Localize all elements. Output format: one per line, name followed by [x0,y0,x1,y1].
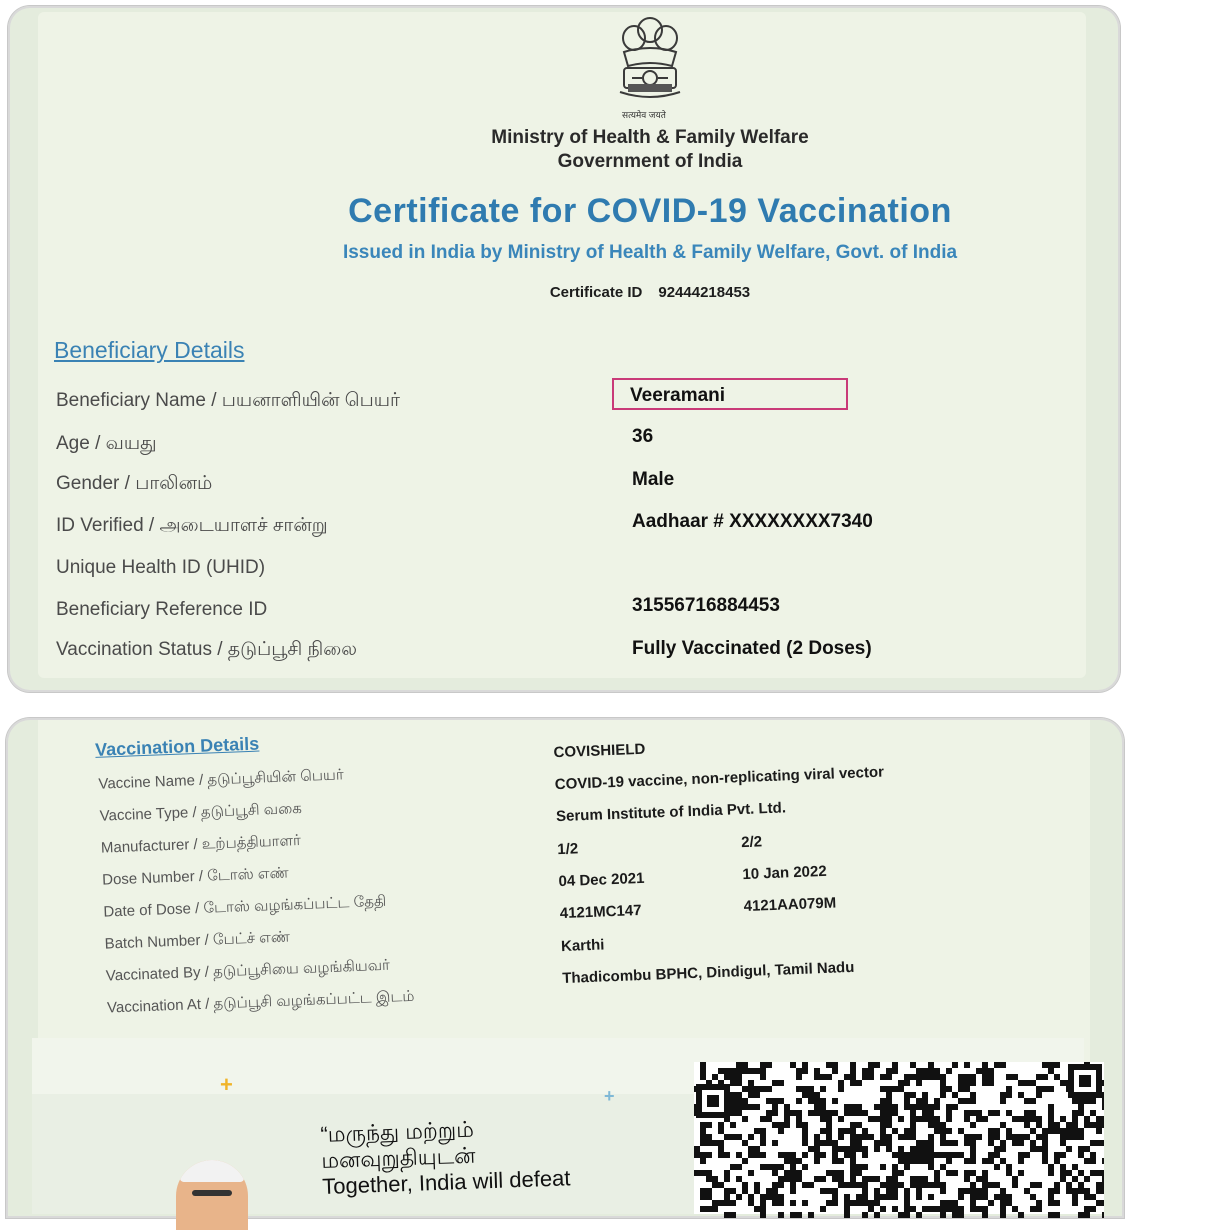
vaccine-type-value: COVID-19 vaccine, non-replicating viral vector [554,763,885,794]
issued-by-line: Issued in India by Ministry of Health & Family Welfare, Govt. of India [342,242,958,263]
dose1-date: 04 Dec 2021 [558,869,645,891]
batch-number-label: Batch Number / பேட்ச் எண் [104,928,291,953]
dose2-date: 10 Jan 2022 [742,862,827,884]
beneficiary-name-value: Veeramani [630,385,726,406]
portrait-eyes [192,1190,232,1196]
gender-value: Male [632,469,675,490]
vaccinated-by-value: Karthi [560,936,605,956]
decor-plus-icon: + [604,1086,615,1106]
manufacturer-label: Manufacturer / உற்பத்தியாளர் [100,832,302,857]
vaccination-at-value: Thadicombu BPHC, Dindigul, Tamil Nadu [561,958,855,988]
beneficiary-section-title: Beneficiary Details [54,337,245,363]
slogan-line-1: “மருந்து மற்றும் [320,1116,475,1147]
government-name: Government of India [557,151,743,172]
slogan-line-2: மனவுறுதியுடன் [320,1142,476,1173]
certificate-id-value: 92444218453 [658,284,751,301]
date-of-dose-label: Date of Dose / டோஸ் வழங்கப்பட்ட தேதி [103,892,387,921]
certificate-title: Certificate for COVID-19 Vaccination [348,192,952,230]
vaccination-status-value: Fully Vaccinated (2 Doses) [632,638,872,659]
id-verified-value: Aadhaar # XXXXXXXX7340 [632,511,873,532]
age-label: Age / வயது [56,433,157,454]
dose2-number: 2/2 [740,833,763,852]
slogan-quote [320,1113,571,1200]
ministry-name: Ministry of Health & Family Welfare [491,127,809,148]
qr-code-icon [694,1058,1104,1218]
emblem-caption: सत्यमेव जयते [622,110,666,120]
vaccine-type-label: Vaccine Type / தடுப்பூசி வகை [99,799,303,825]
manufacturer-value: Serum Institute of India Pvt. Ltd. [555,799,787,826]
dose1-batch: 4121MC147 [559,901,642,923]
vaccine-name-value: COVISHIELD [553,740,646,762]
certificate-id-line [420,284,880,301]
id-verified-label: ID Verified / அடையாளச் சான்று [56,515,328,536]
reference-id-value: 31556716884453 [632,595,780,616]
uhid-label: Unique Health ID (UHID) [56,557,266,578]
dose2-batch: 4121AA079M [743,894,837,916]
gender-label: Gender / பாலினம் [56,473,213,494]
decor-plus-icon: + [220,1072,233,1097]
reference-id-label: Beneficiary Reference ID [56,599,268,620]
dose1-number: 1/2 [557,840,579,859]
portrait-avatar [176,1160,248,1230]
portrait-hair [180,1160,244,1182]
vaccination-status-label: Vaccination Status / தடுப்பூசி நிலை [56,639,357,660]
age-value: 36 [632,426,654,447]
vaccinated-by-label: Vaccinated By / தடுப்பூசியை வழங்கியவர் [105,956,391,985]
ministry-heading [300,126,1000,174]
certificate-id-label: Certificate ID [549,284,643,301]
vaccination-at-label: Vaccination At / தடுப்பூசி வழங்கப்பட்ட இடம் [106,987,415,1017]
beneficiary-name-label: Beneficiary Name / பயனாளியின் பெயர் [56,390,400,411]
vaccination-section-title: Vaccination Details [94,733,260,760]
national-emblem-icon [610,10,690,120]
vaccine-name-label: Vaccine Name / தடுப்பூசியின் பெயர் [98,766,344,793]
dose-number-label: Dose Number / டோஸ் எண் [101,864,289,889]
slogan-line-3: Together, India will defeat [321,1165,571,1199]
